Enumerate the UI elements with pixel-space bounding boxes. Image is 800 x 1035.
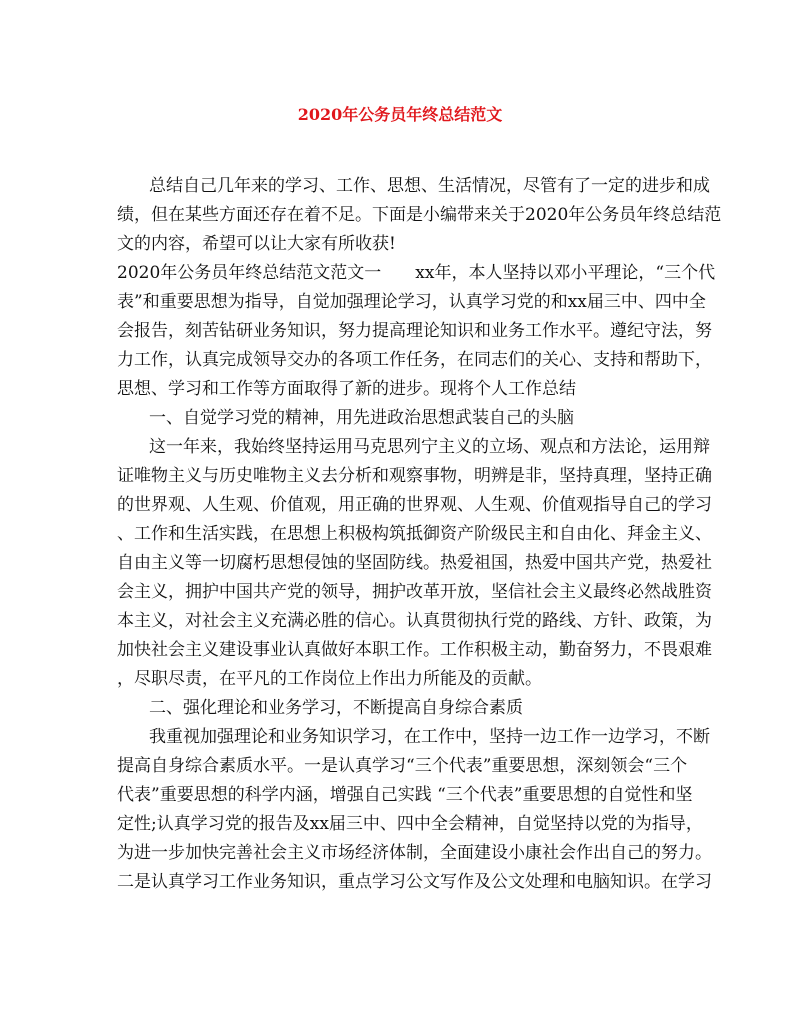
paragraph-line: 证唯物主义与历史唯物主义去分析和观察事物，明辨是非，坚持真理，坚持正确 [117, 466, 712, 486]
paragraph-line: 代表”重要思想的科学内涵，增强自己实践 “三个代表”重要思想的自觉性和坚 [117, 785, 693, 805]
paragraph-line: ，尽职尽责，在平凡的工作岗位上作出力所能及的贡献。 [117, 669, 542, 689]
paragraph-line: 定性;认真学习党的报告及xx届三中、四中全会精神，自觉坚持以党的为指导， [117, 814, 703, 834]
paragraph-line: 文的内容，希望可以让大家有所收获! [117, 234, 396, 254]
paragraph-line: 这一年来，我始终坚持运用马克思列宁主义的立场、观点和方法论，运用辩 [149, 437, 710, 457]
paragraph-line: 为进一步加快完善社会主义市场经济体制，全面建设小康社会作出自己的努力。 [117, 843, 712, 863]
document-title: 2020年公务员年终总结范文 [297, 105, 503, 124]
paragraph-line: 表”和重要思想为指导，自觉加强理论学习，认真学习党的和xx届三中、四中全 [117, 292, 706, 312]
paragraph-line: 的世界观、人生观、价值观，用正确的世界观、人生观、价值观指导自己的学习 [117, 495, 712, 515]
paragraph-line: 会主义，拥护中国共产党的领导，拥护改革开放，坚信社会主义最终必然战胜资 [117, 582, 712, 602]
paragraph-line: 加快社会主义建设事业认真做好本职工作。工作积极主动，勤奋努力，不畏艰难 [117, 640, 712, 660]
section-heading: 二、强化理论和业务学习，不断提高自身综合素质 [149, 698, 523, 718]
paragraph-line: 二是认真学习工作业务知识，重点学习公文写作及公文处理和电脑知识。在学习 [117, 872, 712, 892]
section-heading: 一、自觉学习党的精神，用先进政治思想武装自己的头脑 [149, 408, 574, 428]
paragraph-line: 提高自身综合素质水平。一是认真学习“三个代表”重要思想，深刻领会“三个 [117, 756, 688, 776]
paragraph-line: 、工作和生活实践，在思想上积极构筑抵御资产阶级民主和自由化、拜金主义、 [117, 524, 712, 544]
paragraph-line: 我重视加强理论和业务知识学习，在工作中，坚持一边工作一边学习，不断 [149, 727, 710, 747]
paragraph-line: 2020年公务员年终总结范文范文一 xx年，本人坚持以邓小平理论，“三个代 [117, 263, 716, 283]
paragraph-line: 会报告，刻苦钻研业务知识，努力提高理论知识和业务工作水平。遵纪守法，努 [117, 321, 712, 341]
paragraph-line: 自由主义等一切腐朽思想侵蚀的坚固防线。热爱祖国，热爱中国共产党，热爱社 [117, 553, 712, 573]
paragraph-line: 绩，但在某些方面还存在着不足。下面是小编带来关于2020年公务员年终总结范 [117, 205, 722, 225]
paragraph-line: 力工作，认真完成领导交办的各项工作任务，在同志们的关心、支持和帮助下， [117, 350, 712, 370]
paragraph-line: 本主义，对社会主义充满必胜的信心。认真贯彻执行党的路线、方针、政策，为 [117, 611, 712, 631]
paragraph-line: 思想、学习和工作等方面取得了新的进步。现将个人工作总结 [117, 379, 576, 399]
paragraph-line: 总结自己几年来的学习、工作、思想、生活情况，尽管有了一定的进步和成 [149, 176, 710, 196]
